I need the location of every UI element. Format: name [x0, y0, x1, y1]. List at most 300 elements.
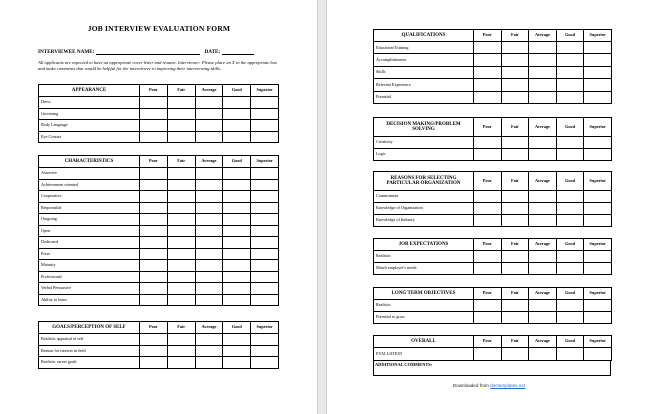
criterion-label: Body Language: [39, 120, 140, 132]
rating-cell-fair[interactable]: [167, 334, 195, 346]
interviewee-name-label: INTERVIEWEE NAME:: [38, 49, 95, 55]
rating-header-good: Good: [556, 288, 584, 300]
criterion-label: Maturity: [39, 260, 140, 272]
rating-cell-fair[interactable]: [167, 120, 195, 132]
rating-cell-good[interactable]: [556, 348, 584, 361]
rating-cell-poor[interactable]: [474, 54, 502, 66]
rating-cell-superior[interactable]: [584, 300, 612, 312]
rating-cell-fair[interactable]: [501, 79, 529, 91]
table-row: [374, 66, 612, 78]
rating-cell-good[interactable]: [223, 334, 251, 346]
rating-cell-fair[interactable]: [167, 168, 195, 180]
rating-cell-superior[interactable]: [584, 312, 612, 324]
rating-header-poor: Poor: [140, 322, 168, 334]
rating-header-good: Good: [556, 30, 584, 42]
rating-cell-superior[interactable]: [251, 271, 279, 283]
rating-cell-good[interactable]: [556, 149, 584, 161]
table-row: [39, 214, 279, 226]
rating-cell-poor[interactable]: [140, 283, 168, 295]
rating-header-good: Good: [223, 322, 251, 334]
rating-cell-good[interactable]: [556, 66, 584, 78]
criterion-label: Skills: [374, 66, 474, 78]
rating-cell-poor[interactable]: [140, 345, 168, 357]
criterion-label: Assertive: [39, 168, 140, 180]
criterion-label: Achievement oriented: [39, 179, 140, 191]
rating-cell-good[interactable]: [556, 263, 584, 275]
rating-cell-average[interactable]: [195, 345, 223, 357]
criterion-label: Realistic career goals: [39, 357, 140, 369]
rating-cell-poor[interactable]: [474, 191, 502, 203]
rating-cell-poor[interactable]: [140, 248, 168, 260]
rating-cell-superior[interactable]: [251, 191, 279, 203]
rating-cell-good[interactable]: [556, 137, 584, 149]
rating-header-superior: Superior: [251, 156, 279, 168]
rating-header-poor: Poor: [474, 30, 502, 42]
rating-cell-average[interactable]: [195, 179, 223, 191]
criterion-label: Poise: [39, 248, 140, 260]
rating-cell-superior[interactable]: [251, 237, 279, 249]
rating-header-average: Average: [195, 156, 223, 168]
rating-cell-poor[interactable]: [474, 251, 502, 263]
criterion-label: Realistic: [374, 251, 474, 263]
criterion-label: Commitment: [374, 191, 474, 203]
rating-header-superior: Superior: [584, 288, 612, 300]
table-row: [374, 91, 612, 103]
rating-cell-good[interactable]: [556, 300, 584, 312]
table-row: [374, 203, 612, 215]
rating-cell-good[interactable]: [223, 131, 251, 143]
section-title-appearance: APPEARANCE: [39, 85, 140, 97]
criterion-label: Knowledge of Industry: [374, 215, 474, 227]
rating-cell-good[interactable]: [556, 203, 584, 215]
rating-header-superior: Superior: [584, 336, 612, 348]
rating-cell-superior[interactable]: [251, 120, 279, 132]
section-table-characteristics: [38, 155, 279, 306]
rating-cell-fair[interactable]: [501, 149, 529, 161]
rating-cell-superior[interactable]: [584, 203, 612, 215]
table-row: [39, 225, 279, 237]
rating-cell-fair[interactable]: [167, 260, 195, 272]
criterion-label: Verbal Persuasive: [39, 283, 140, 295]
rating-cell-fair[interactable]: [501, 137, 529, 149]
rating-cell-good[interactable]: [223, 202, 251, 214]
rating-cell-fair[interactable]: [167, 294, 195, 306]
rating-cell-poor[interactable]: [474, 300, 502, 312]
rating-cell-poor[interactable]: [474, 312, 502, 324]
rating-header-poor: Poor: [474, 172, 502, 191]
table-row: [39, 202, 279, 214]
criterion-label: Dedicated: [39, 237, 140, 249]
table-row: [374, 263, 612, 275]
table-row: [39, 191, 279, 203]
page-right: [326, 0, 650, 414]
rating-cell-good[interactable]: [556, 42, 584, 54]
table-row: [39, 294, 279, 306]
rating-cell-poor[interactable]: [474, 263, 502, 275]
rating-cell-average[interactable]: [529, 54, 557, 66]
rating-header-average: Average: [529, 239, 557, 251]
section-title-characteristics: CHARACTERISTICS: [39, 156, 140, 168]
criterion-label: Match employer's needs: [374, 263, 474, 275]
rating-cell-average[interactable]: [529, 348, 557, 361]
rating-header-average: Average: [529, 336, 557, 348]
section-title-long-term: LONG TERM OBJECTIVES: [374, 288, 474, 300]
rating-cell-average[interactable]: [529, 137, 557, 149]
additional-comments-label: ADDITIONAL COMMENTS:: [375, 362, 433, 367]
rating-cell-fair[interactable]: [167, 214, 195, 226]
rating-cell-fair[interactable]: [167, 345, 195, 357]
section-table-job-expectations: [373, 238, 612, 275]
rating-cell-superior[interactable]: [251, 260, 279, 272]
rating-cell-fair[interactable]: [501, 54, 529, 66]
rating-cell-poor[interactable]: [140, 214, 168, 226]
rating-cell-fair[interactable]: [501, 300, 529, 312]
rating-cell-superior[interactable]: [584, 263, 612, 275]
section-title-overall: OVERALL: [374, 336, 474, 348]
rating-header-fair: Fair: [501, 118, 529, 137]
rating-cell-fair[interactable]: [167, 191, 195, 203]
rating-cell-good[interactable]: [223, 97, 251, 109]
rating-cell-average[interactable]: [529, 191, 557, 203]
rating-cell-average[interactable]: [195, 131, 223, 143]
rating-cell-average[interactable]: [195, 248, 223, 260]
rating-cell-good[interactable]: [223, 357, 251, 369]
rating-cell-poor[interactable]: [140, 168, 168, 180]
rating-cell-fair[interactable]: [501, 251, 529, 263]
rating-header-superior: Superior: [584, 118, 612, 137]
rating-header-average: Average: [529, 288, 557, 300]
rating-header-poor: Poor: [474, 288, 502, 300]
date-label: DATE:: [204, 49, 221, 55]
table-row: [374, 191, 612, 203]
table-row: [374, 79, 612, 91]
criterion-label: Accomplishments: [374, 54, 474, 66]
rating-cell-superior[interactable]: [251, 248, 279, 260]
rating-cell-good[interactable]: [556, 54, 584, 66]
criterion-label: Potential: [374, 91, 474, 103]
rating-cell-superior[interactable]: [251, 179, 279, 191]
rating-cell-superior[interactable]: [251, 225, 279, 237]
rating-cell-average[interactable]: [529, 149, 557, 161]
section-table-reasons-org: [373, 171, 612, 227]
rating-cell-average[interactable]: [195, 214, 223, 226]
criterion-label: Responsible: [39, 202, 140, 214]
rating-cell-average[interactable]: [195, 294, 223, 306]
rating-cell-average[interactable]: [195, 97, 223, 109]
table-row: [39, 334, 279, 346]
rating-cell-good[interactable]: [223, 294, 251, 306]
table-row: [39, 271, 279, 283]
rating-cell-superior[interactable]: [584, 137, 612, 149]
rating-cell-superior[interactable]: [584, 66, 612, 78]
rating-header-average: Average: [195, 322, 223, 334]
rating-cell-poor[interactable]: [140, 191, 168, 203]
rating-cell-fair[interactable]: [501, 42, 529, 54]
rating-cell-superior[interactable]: [251, 334, 279, 346]
rating-cell-good[interactable]: [223, 271, 251, 283]
rating-cell-good[interactable]: [556, 215, 584, 227]
rating-cell-good[interactable]: [223, 214, 251, 226]
section-title-qualifications: QUALIFICATIONS: [374, 30, 474, 42]
rating-header-poor: Poor: [140, 156, 168, 168]
criterion-label: Knowledge of Organization: [374, 203, 474, 215]
interviewee-name-field[interactable]: [96, 48, 200, 55]
rating-cell-poor[interactable]: [140, 294, 168, 306]
rating-cell-fair[interactable]: [501, 263, 529, 275]
criterion-label: Reason for interest in field: [39, 345, 140, 357]
rating-cell-good[interactable]: [556, 79, 584, 91]
rating-cell-good[interactable]: [556, 251, 584, 263]
rating-cell-superior[interactable]: [251, 131, 279, 143]
rating-header-superior: Superior: [251, 85, 279, 97]
rating-cell-superior[interactable]: [251, 202, 279, 214]
rating-cell-average[interactable]: [195, 237, 223, 249]
rating-cell-average[interactable]: [195, 108, 223, 120]
rating-cell-fair[interactable]: [167, 248, 195, 260]
rating-cell-superior[interactable]: [584, 348, 612, 361]
download-link[interactable]: doctemplates.net: [490, 383, 526, 388]
rating-header-poor: Poor: [474, 118, 502, 137]
section-title-goals: GOALS/PERCEPTION OF SELF: [39, 322, 140, 334]
rating-header-fair: Fair: [167, 156, 195, 168]
table-row: [374, 137, 612, 149]
rating-cell-good[interactable]: [223, 283, 251, 295]
rating-cell-good[interactable]: [223, 120, 251, 132]
rating-cell-poor[interactable]: [474, 66, 502, 78]
rating-cell-average[interactable]: [195, 271, 223, 283]
rating-cell-poor[interactable]: [474, 79, 502, 91]
criterion-label: Grooming: [39, 108, 140, 120]
download-prefix: Downloaded from: [452, 383, 489, 388]
rating-header-poor: Poor: [474, 239, 502, 251]
criterion-label: Dress: [39, 97, 140, 109]
rating-cell-fair[interactable]: [167, 225, 195, 237]
rating-cell-fair[interactable]: [501, 191, 529, 203]
rating-cell-poor[interactable]: [140, 202, 168, 214]
rating-header-average: Average: [529, 30, 557, 42]
section-table-long-term: [373, 287, 612, 324]
rating-cell-superior[interactable]: [584, 79, 612, 91]
rating-cell-good[interactable]: [223, 168, 251, 180]
criterion-label: Eye Contact: [39, 131, 140, 143]
rating-cell-fair[interactable]: [167, 108, 195, 120]
rating-cell-poor[interactable]: [474, 149, 502, 161]
rating-cell-superior[interactable]: [584, 149, 612, 161]
rating-cell-good[interactable]: [223, 191, 251, 203]
rating-cell-superior[interactable]: [584, 42, 612, 54]
rating-cell-good[interactable]: [223, 345, 251, 357]
rating-cell-fair[interactable]: [501, 203, 529, 215]
rating-cell-average[interactable]: [529, 312, 557, 324]
additional-comments-field[interactable]: [373, 360, 611, 376]
rating-header-average: Average: [529, 172, 557, 191]
rating-cell-poor[interactable]: [140, 108, 168, 120]
section-title-reasons-org: REASONS FOR SELECTING PARTICULAR ORGANIZATION: [374, 172, 474, 191]
rating-cell-average[interactable]: [195, 225, 223, 237]
rating-cell-fair[interactable]: [501, 66, 529, 78]
rating-cell-poor[interactable]: [474, 215, 502, 227]
rating-cell-average[interactable]: [529, 203, 557, 215]
rating-cell-poor[interactable]: [140, 237, 168, 249]
rating-header-good: Good: [556, 336, 584, 348]
rating-cell-fair[interactable]: [167, 271, 195, 283]
criterion-label: Professional: [39, 271, 140, 283]
table-row: [374, 149, 612, 161]
rating-header-fair: Fair: [501, 30, 529, 42]
rating-cell-good[interactable]: [223, 179, 251, 191]
rating-cell-good[interactable]: [223, 225, 251, 237]
table-row: [374, 251, 612, 263]
rating-cell-poor[interactable]: [140, 357, 168, 369]
rating-cell-fair[interactable]: [501, 348, 529, 361]
rating-cell-superior[interactable]: [251, 345, 279, 357]
rating-header-good: Good: [556, 172, 584, 191]
rating-cell-superior[interactable]: [251, 357, 279, 369]
rating-header-average: Average: [529, 118, 557, 137]
rating-header-superior: Superior: [584, 30, 612, 42]
table-row: [39, 168, 279, 180]
rating-cell-average[interactable]: [195, 168, 223, 180]
criterion-label: Potential to grow: [374, 312, 474, 324]
rating-cell-poor[interactable]: [140, 225, 168, 237]
table-row: [39, 357, 279, 369]
section-title-job-expectations: JOB EXPECTATIONS: [374, 239, 474, 251]
rating-header-poor: Poor: [140, 85, 168, 97]
criterion-label: Creativity: [374, 137, 474, 149]
rating-cell-fair[interactable]: [501, 215, 529, 227]
rating-cell-average[interactable]: [195, 334, 223, 346]
date-field[interactable]: [222, 48, 254, 55]
rating-cell-superior[interactable]: [251, 168, 279, 180]
rating-cell-poor[interactable]: [140, 334, 168, 346]
rating-cell-fair[interactable]: [167, 237, 195, 249]
rating-cell-superior[interactable]: [584, 91, 612, 103]
rating-cell-superior[interactable]: [584, 251, 612, 263]
rating-cell-average[interactable]: [529, 66, 557, 78]
rating-cell-poor[interactable]: [474, 203, 502, 215]
rating-header-fair: Fair: [501, 288, 529, 300]
rating-cell-poor[interactable]: [140, 260, 168, 272]
criterion-label: Open: [39, 225, 140, 237]
rating-cell-average[interactable]: [529, 91, 557, 103]
rating-header-average: Average: [195, 85, 223, 97]
rating-cell-fair[interactable]: [167, 131, 195, 143]
table-row: [374, 54, 612, 66]
table-row: [39, 120, 279, 132]
table-row: [374, 215, 612, 227]
rating-cell-fair[interactable]: [167, 202, 195, 214]
page-left: [0, 0, 318, 414]
rating-cell-superior[interactable]: [251, 283, 279, 295]
rating-cell-good[interactable]: [556, 312, 584, 324]
rating-cell-fair[interactable]: [167, 97, 195, 109]
rating-cell-average[interactable]: [529, 79, 557, 91]
section-table-qualifications: [373, 29, 612, 104]
rating-cell-poor[interactable]: [474, 348, 502, 361]
rating-cell-superior[interactable]: [584, 54, 612, 66]
table-row: [374, 300, 612, 312]
intro-text: All applicants are expected to have an appropriate cover letter and resume. Interviewer: Please place an X in the appropriate box and make comments that would be helpful for the interviewee in improving their interviewing skills.: [38, 60, 278, 71]
rating-cell-poor[interactable]: [140, 131, 168, 143]
rating-cell-good[interactable]: [223, 108, 251, 120]
rating-header-superior: Superior: [584, 239, 612, 251]
rating-cell-superior[interactable]: [251, 97, 279, 109]
rating-cell-fair[interactable]: [167, 283, 195, 295]
rating-cell-superior[interactable]: [584, 191, 612, 203]
criterion-label: Realistic appraisal of self: [39, 334, 140, 346]
rating-cell-superior[interactable]: [251, 108, 279, 120]
rating-header-fair: Fair: [501, 172, 529, 191]
rating-cell-superior[interactable]: [251, 214, 279, 226]
rating-cell-average[interactable]: [195, 202, 223, 214]
rating-header-good: Good: [556, 118, 584, 137]
rating-header-superior: Superior: [251, 322, 279, 334]
rating-cell-poor[interactable]: [474, 137, 502, 149]
section-table-overall: [373, 335, 612, 361]
table-row: [39, 131, 279, 143]
rating-cell-good[interactable]: [556, 191, 584, 203]
rating-cell-average[interactable]: [529, 300, 557, 312]
rating-header-fair: Fair: [167, 322, 195, 334]
rating-cell-superior[interactable]: [584, 215, 612, 227]
rating-cell-average[interactable]: [529, 251, 557, 263]
rating-cell-average[interactable]: [195, 260, 223, 272]
rating-cell-average[interactable]: [195, 283, 223, 295]
rating-cell-good[interactable]: [556, 91, 584, 103]
rating-cell-good[interactable]: [223, 248, 251, 260]
rating-cell-poor[interactable]: [140, 179, 168, 191]
rating-header-fair: Fair: [167, 85, 195, 97]
rating-cell-fair[interactable]: [501, 312, 529, 324]
rating-cell-fair[interactable]: [167, 357, 195, 369]
rating-cell-superior[interactable]: [251, 294, 279, 306]
interviewee-name-line: [38, 48, 278, 55]
table-row: [39, 248, 279, 260]
rating-cell-average[interactable]: [529, 263, 557, 275]
rating-cell-poor[interactable]: [140, 120, 168, 132]
rating-cell-fair[interactable]: [167, 179, 195, 191]
rating-cell-poor[interactable]: [474, 91, 502, 103]
rating-header-fair: Fair: [501, 336, 529, 348]
rating-cell-poor[interactable]: [140, 271, 168, 283]
table-row: [39, 283, 279, 295]
criterion-label: Cooperative: [39, 191, 140, 203]
rating-cell-good[interactable]: [223, 260, 251, 272]
rating-cell-good[interactable]: [223, 237, 251, 249]
rating-cell-average[interactable]: [195, 191, 223, 203]
table-row: [39, 345, 279, 357]
rating-cell-poor[interactable]: [140, 97, 168, 109]
section-title-decision-making: DECISION MAKING/PROBLEM SOLVING: [374, 118, 474, 137]
criterion-label: Logic: [374, 149, 474, 161]
section-table-goals: [38, 321, 279, 369]
table-row: [374, 42, 612, 54]
table-row: [39, 260, 279, 272]
rating-cell-average[interactable]: [529, 42, 557, 54]
rating-cell-average[interactable]: [195, 120, 223, 132]
table-row: [39, 179, 279, 191]
rating-cell-poor[interactable]: [474, 42, 502, 54]
table-row: [374, 348, 612, 361]
criterion-label: Ability to learn: [39, 294, 140, 306]
criterion-label: Outgoing: [39, 214, 140, 226]
criterion-label: EVALUATION: [374, 348, 474, 361]
criterion-label: Realistic: [374, 300, 474, 312]
rating-cell-average[interactable]: [195, 357, 223, 369]
rating-cell-average[interactable]: [529, 215, 557, 227]
download-note: [327, 383, 650, 388]
rating-cell-fair[interactable]: [501, 91, 529, 103]
